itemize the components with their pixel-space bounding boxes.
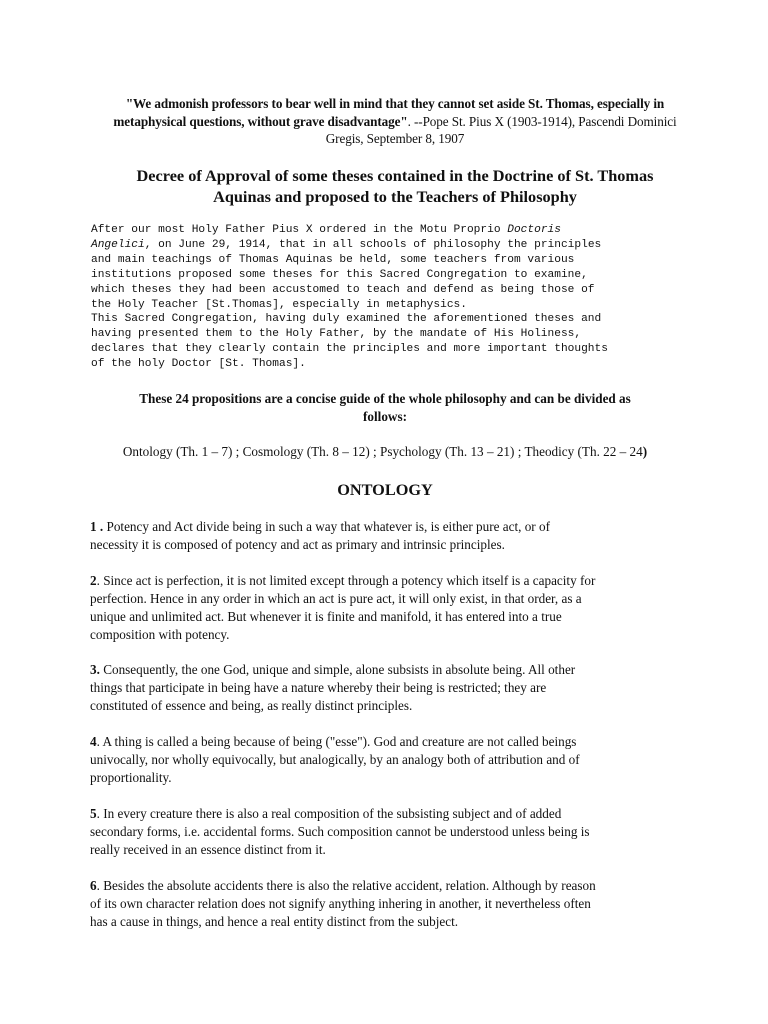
outline-close-paren: ): [642, 444, 648, 459]
proposition-line: 6. Besides the absolute accidents there is also the relative accident, relation. Although by reason: [90, 878, 596, 893]
decree-line: having presented them to the Holy Father, by the mandate of His Holiness,: [91, 328, 582, 341]
proposition-line: constituted of essence and being, as really distinct principles.: [90, 698, 413, 713]
proposition-4: [90, 733, 680, 787]
proposition-line: has a cause in things, and hence a real entity distinct from the subject.: [90, 914, 459, 929]
title-line-1: Decree of Approval of some theses contained in the Doctrine of St. Thomas: [136, 166, 654, 185]
outline-text: Ontology (Th. 1 – 7) ; Cosmology (Th. 8 – 12) ; Psychology (Th. 13 – 21) ; Theodicy (Th. 22 – 24: [122, 444, 643, 459]
proposition-2: [90, 572, 680, 644]
guide-line-2: follows:: [363, 408, 407, 424]
decree-line: of the holy Doctor [St. Thomas].: [91, 358, 306, 371]
quote-attribution: . --Pope St. Pius X (1903-1914), Pascendi Dominici Gregis, September 8, 1907: [325, 113, 677, 146]
quote-text: "We admonish professors to bear well in mind that they cannot set aside St. Thomas, especially in metaphysical questions, without grave disadvantage": [113, 96, 665, 129]
section-heading: ONTOLOGY: [337, 480, 433, 499]
proposition-number: 5: [90, 806, 97, 821]
decree-line: the Holy Teacher [St.Thomas], especially in metaphysics.: [91, 299, 467, 312]
guide-intro: [95, 390, 675, 425]
proposition-number: 2: [90, 573, 97, 588]
proposition-1: [90, 518, 680, 554]
decree-paragraph-2: [91, 312, 691, 372]
proposition-6: [90, 877, 680, 931]
proposition-line: 1 . Potency and Act divide being in such a way that whatever is, is either pure act, or of: [90, 519, 550, 534]
proposition-line: 2. Since act is perfection, it is not limited except through a potency which itself is a capacity for: [90, 573, 596, 588]
proposition-line: proportionality.: [90, 770, 172, 785]
proposition-line: unique and unlimited act. But whenever it is finite and manifold, it has entered into a true: [90, 609, 562, 624]
motu-proprio-title: Angelici: [91, 239, 145, 252]
motu-proprio-title: Doctoris: [507, 224, 561, 236]
proposition-line: 4. A thing is called a being because of being ("esse"). God and creature are not called beings: [90, 734, 577, 749]
proposition-5: [90, 805, 680, 859]
proposition-line: things that participate in being have a nature whereby their being is restricted; they are: [90, 680, 547, 695]
thesis-outline: [90, 443, 680, 461]
decree-line: declares that they clearly contain the principles and more important thoughts: [91, 343, 608, 356]
decree-line: After our most Holy Father Pius X ordered in the Motu Proprio Doctoris: [91, 224, 561, 236]
proposition-number: 1 .: [90, 519, 104, 534]
decree-line: which theses they had been accustomed to teach and defend as being those of: [91, 284, 595, 297]
decree-line: and main teachings of Thomas Aquinas be held, some teachers from various: [91, 254, 575, 267]
proposition-line: univocally, nor wholly equivocally, but analogically, by an analogy both of attribution and of: [90, 752, 580, 767]
proposition-3: [90, 661, 680, 715]
document-title: [80, 166, 710, 207]
proposition-number: 4: [90, 734, 97, 749]
proposition-number: 6: [90, 878, 97, 893]
proposition-line: composition with potency.: [90, 627, 230, 642]
decree-line: institutions proposed some theses for this Sacred Congregation to examine,: [91, 269, 588, 282]
decree-line: Angelici, on June 29, 1914, that in all schools of philosophy the principles: [91, 239, 602, 252]
proposition-line: necessity it is composed of potency and act as primary and intrinsic principles.: [90, 537, 505, 552]
proposition-number: 3.: [90, 662, 100, 677]
decree-line: This Sacred Congregation, having duly examined the aforementioned theses and: [91, 313, 602, 325]
proposition-line: 3. Consequently, the one God, unique and simple, alone subsists in absolute being. All other: [90, 662, 576, 677]
proposition-line: secondary forms, i.e. accidental forms. Such composition cannot be understood unless being is: [90, 824, 590, 839]
title-line-2: Aquinas and proposed to the Teachers of Philosophy: [213, 186, 577, 206]
epigraph-quote: [100, 95, 690, 148]
proposition-line: 5. In every creature there is also a real composition of the subsisting subject and of added: [90, 806, 562, 821]
proposition-line: perfection. Hence in any order in which an act is pure act, it will only exist, in that order, as a: [90, 591, 582, 606]
guide-line-1: These 24 propositions are a concise guide of the whole philosophy and can be divided as: [139, 391, 631, 406]
proposition-line: really received in an essence distinct from it.: [90, 842, 326, 857]
decree-paragraph-1: [91, 223, 691, 314]
proposition-line: of its own character relation does not signify anything inhering in another, it nevertheless often: [90, 896, 591, 911]
